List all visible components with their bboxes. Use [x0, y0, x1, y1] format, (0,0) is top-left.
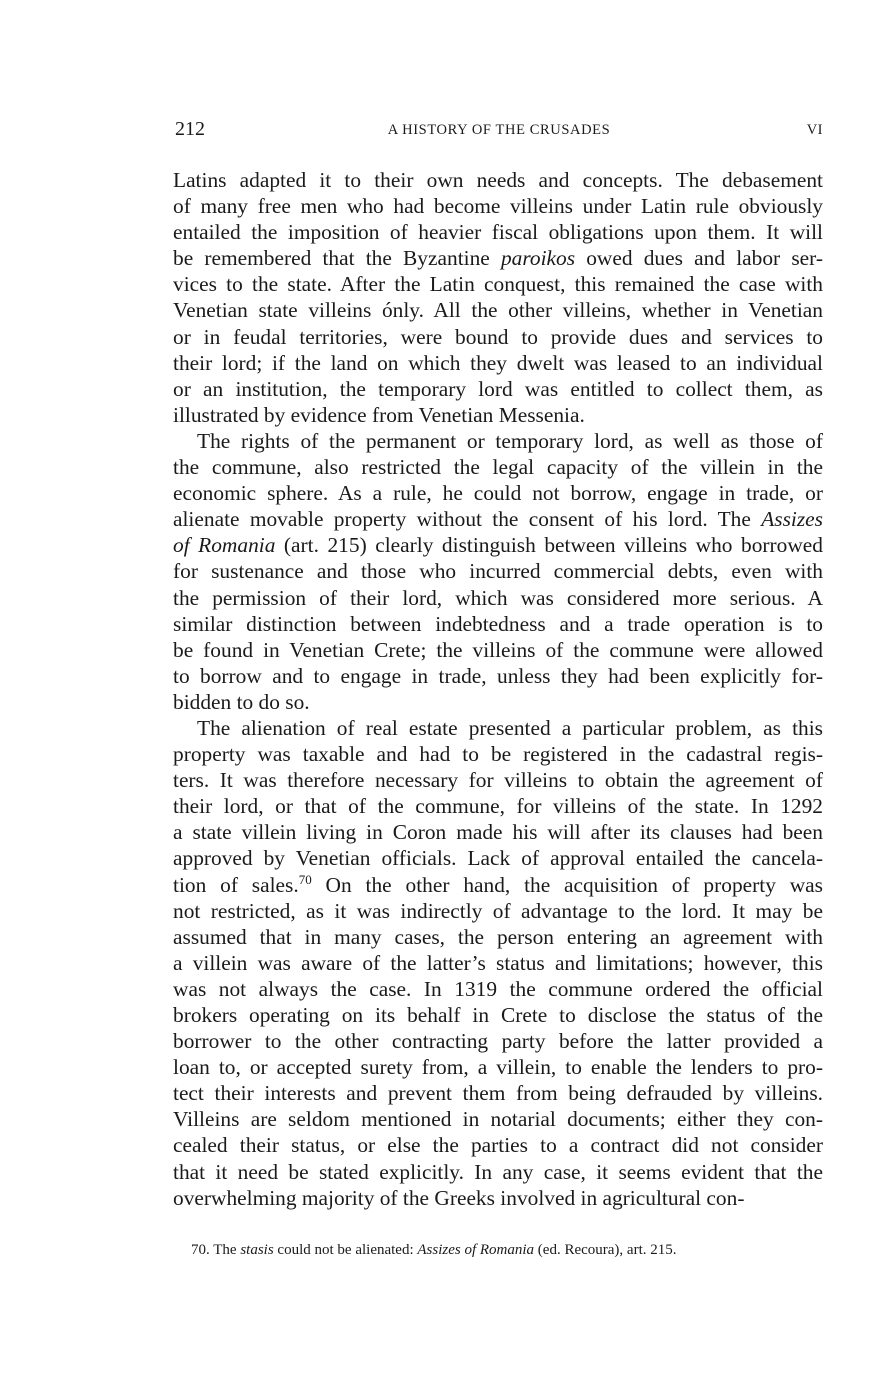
text-line: tect their interests and prevent them from being defrauded by villeins.	[173, 1081, 823, 1106]
text-line: a state villein living in Coron made his will after its clauses had been	[173, 820, 823, 845]
text-line: the permission of their lord, which was considered more serious. A	[173, 585, 823, 610]
paragraph	[173, 167, 823, 428]
text-line: approved by Venetian officials. Lack of approval entailed the cancela-	[173, 846, 823, 871]
text-line: borrower to the other contracting party before the latter provided a	[173, 1029, 823, 1054]
text-line: bidden to do so.	[173, 689, 310, 714]
text-line: similar distinction between indebtedness and a trade operation is to	[173, 611, 823, 636]
footnote: 70. The stasis could not be alienated: Assizes of Romania (ed. Recoura), art. 215.	[191, 1242, 677, 1258]
footnote-reference[interactable]: 70	[298, 871, 312, 887]
text-line: was not always the case. In 1319 the commune ordered the official	[173, 976, 823, 1001]
running-head	[175, 118, 823, 144]
italic-term: of Romania	[173, 533, 276, 558]
italic-term: Assizes	[761, 507, 823, 532]
body-text	[173, 167, 823, 1211]
text-line: vices to the state. After the Latin conquest, this remained the case with	[173, 272, 823, 297]
text-line: overwhelming majority of the Greeks involved in agricultural con-	[173, 1185, 745, 1210]
text-line: be remembered that the Byzantine paroikos owed dues and labor ser-	[173, 246, 823, 271]
text-line: tion of sales.$^{70}$ On the other hand, the acquisition of property was	[173, 871, 823, 897]
text-line: ters. It was therefore necessary for villeins to obtain the agreement of	[173, 768, 823, 793]
text-line: a villein was aware of the latter’s status and limitations; however, this	[173, 950, 823, 975]
italic-term: paroikos	[500, 246, 576, 271]
text-line: The rights of the permanent or temporary lord, as well as those of	[197, 428, 823, 453]
text-line: Latins adapted it to their own needs and concepts. The debasement	[173, 168, 823, 192]
text-line: property was taxable and had to be registered in the cadastral regis-	[173, 742, 823, 767]
text-line: be found in Venetian Crete; the villeins of the commune were allowed	[173, 637, 823, 662]
text-line: assumed that in many cases, the person entering an agreement with	[173, 924, 823, 949]
text-line: Venetian state villeins ónly. All the other villeins, whether in Venetian	[173, 298, 823, 323]
italic-term: stasis	[240, 1242, 274, 1258]
paragraph	[173, 715, 823, 1211]
text-line: their lord, or that of the commune, for villeins of the state. In 1292	[173, 794, 823, 819]
paragraph	[173, 428, 823, 715]
text-line: of many free men who had become villeins under Latin rule obviously	[173, 194, 823, 219]
text-line: brokers operating on its behalf in Crete to disclose the status of the	[173, 1003, 823, 1027]
italic-term: Assizes of Romania	[417, 1242, 535, 1258]
text-line: their lord; if the land on which they dwelt was leased to an individual	[173, 350, 823, 375]
text-line: or an institution, the temporary lord was entitled to collect them, as	[173, 376, 823, 401]
text-line: economic sphere. As a rule, he could not borrow, engage in trade, or	[173, 481, 823, 506]
text-line: or in feudal territories, were bound to provide dues and services to	[173, 324, 823, 349]
text-line: illustrated by evidence from Venetian Messenia.	[173, 402, 585, 427]
text-line: Villeins are seldom mentioned in notarial documents; either they con-	[173, 1107, 823, 1132]
text-line: The alienation of real estate presented a particular problem, as this	[197, 715, 823, 740]
page-number: 212	[175, 118, 205, 140]
text-line: entailed the imposition of heavier fiscal obligations upon them. It will	[173, 220, 823, 245]
text-line: the commune, also restricted the legal capacity of the villein in the	[173, 455, 823, 480]
text-line: that it need be stated explicitly. In any case, it seems evident that the	[173, 1159, 823, 1184]
text-line: cealed their status, or else the parties to a contract did not consider	[173, 1133, 823, 1158]
text-line: to borrow and to engage in trade, unless they had been explicitly for-	[173, 663, 823, 688]
text-line: loan to, or accepted surety from, a villein, to enable the lenders to pro-	[173, 1055, 823, 1080]
chapter-number: VI	[806, 122, 823, 138]
text-line: alienate movable property without the consent of his lord. The Assizes	[173, 507, 823, 532]
text-line: of Romania (art. 215) clearly distinguish between villeins who borrowed	[173, 533, 823, 558]
text-line: for sustenance and those who incurred commercial debts, even with	[173, 559, 823, 584]
book-title: A HISTORY OF THE CRUSADES	[387, 122, 611, 138]
text-line: not restricted, as it was indirectly of advantage to the lord. It may be	[173, 898, 823, 923]
